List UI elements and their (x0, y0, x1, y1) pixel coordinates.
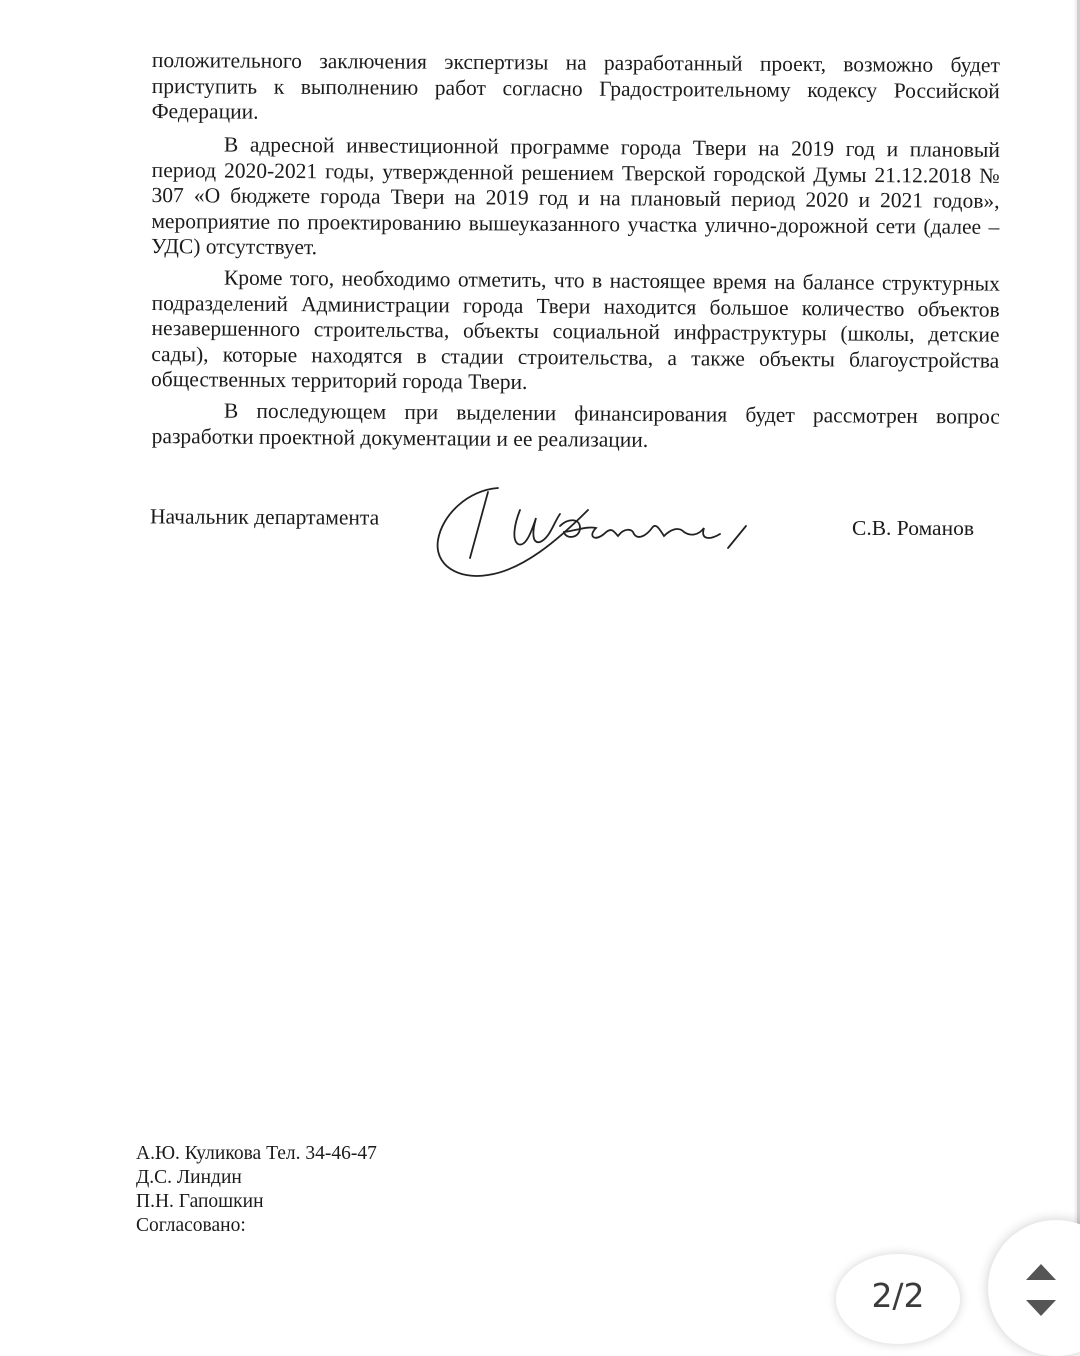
signatory-name: С.В. Романов (852, 516, 974, 540)
executor-contact: А.Ю. Куликова Тел. 34-46-47 (136, 1143, 377, 1164)
handwritten-signature (428, 470, 768, 590)
paragraph-4: В последующем при выделении финансирования будет рассмотрен вопрос разработки проектной документации и ее реализации. (151, 398, 1000, 452)
paragraph-2: В адресной инвестиционной программе города Твери на 2019 год и плановый период 2020-2021 годы, утвержденной решением Тверской городской Думы 21.12.2018 № 307 «О бюджете города Твери на 2019 год и на плановый период 2020 и 2021 годов», мероприятие по проектированию вышеуказанного участка улично-дорожной сети (далее – УДС) отсутствует. (151, 132, 1000, 260)
arrow-down-icon[interactable] (1026, 1300, 1056, 1316)
contact-line-2: Д.С. Линдин (136, 1167, 242, 1188)
contact-line-3: П.Н. Гапошкин (136, 1191, 264, 1212)
page-indicator (836, 1254, 960, 1344)
approved-label: Согласовано: (136, 1215, 246, 1236)
page-indicator-label: 2/2 (871, 1276, 925, 1315)
arrow-up-icon[interactable] (1026, 1264, 1056, 1280)
footer-contacts (136, 1142, 377, 1238)
signatory-position: Начальник департамента (149, 504, 380, 530)
paragraph-3: Кроме того, необходимо отметить, что в настоящее время на балансе структурных подразделений Администрации города Твери находится большое количество объектов незавершенного строительства, объекты социальной инфраструктуры (школы, детские сады), которые находятся в стадии строительства, а также объекты благоустройства общественных территорий города Твери. (151, 265, 1000, 394)
paragraph-1: положительного заключения экспертизы на разработанный проект, возможно будет приступить к выполнению работ согласно Градостроительному кодексу Российской Федерации. (151, 48, 1000, 124)
